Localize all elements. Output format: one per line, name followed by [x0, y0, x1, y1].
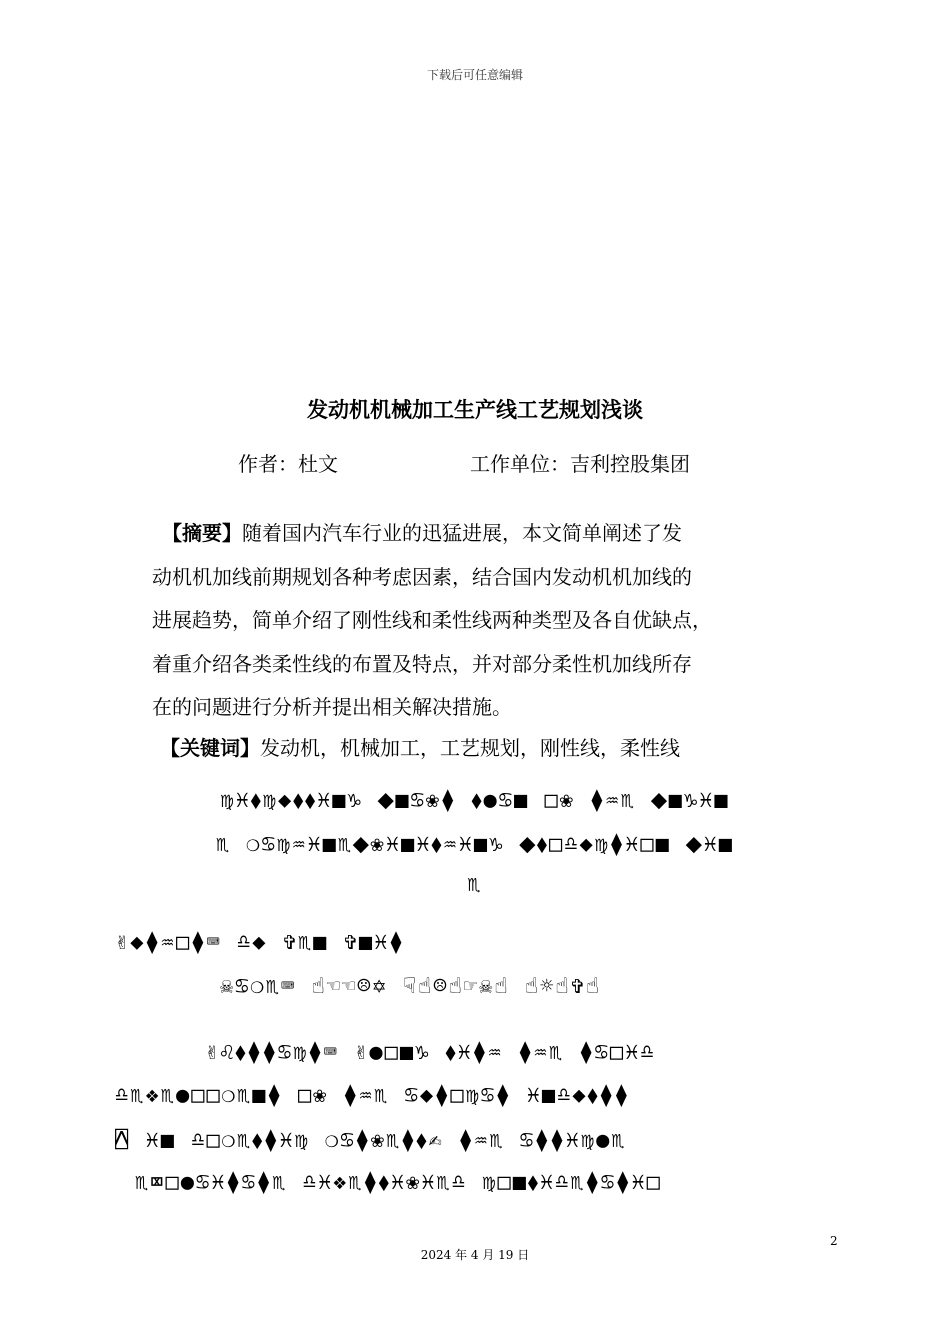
- author-unit: 工作单位：吉利控股集团: [470, 452, 690, 476]
- english-title-line-1: ♍♓⬧♍◆⬧⬧♓■♑ ⬥■♋❀⧫ ⬧●♋■ □❀ ⧫♒♏ ⬥■♑♓■: [220, 788, 730, 813]
- abstract-label: 【摘要】: [162, 521, 242, 545]
- english-title-line-2: ♏ ❍♋♍♒♓■♏⬥❀♓■♓⬧♒♓■♑ ⬥⬧□♎◆♍⧫♓□■ ⬥♓■: [215, 832, 735, 857]
- english-author-line: ✌◆⧫♒□⧫⌨ ♎◆ ✞♏■ ✞■♓⧫: [115, 930, 405, 955]
- english-abstract-line-1: ✌♌⬧⧫⧫♋♍⧫⌨ ✌●□■♑ ⬧♓⧫♒ ⧫♒♏ ⧫♋□♓♎: [205, 1040, 656, 1065]
- english-abstract-line-3: ⍓ ♓■ ♎□❍♏⬧⧫♓♍ ❍♋⧫❀♏⧫⬧✍ ⧫♒♏ ♋⧫⧫♓♍●♏: [115, 1128, 627, 1153]
- english-title-line-3: ♏: [467, 872, 483, 897]
- abstract-line-5: 在的问题进行分析并提出相关解决措施。: [152, 695, 512, 719]
- keywords-line: [152, 730, 680, 766]
- abstract-line-4: 着重介绍各类柔性线的布置及特点，并对部分柔性机加线所存: [152, 651, 692, 676]
- english-name-line: ☠♋❍♏⌨ ☝☜☜☹✡ ☟☝☹☝☞☠☝ ☝☼☝✞☝: [220, 974, 602, 999]
- page-header: 下载后可任意编辑: [426, 68, 523, 82]
- footer-date: 2024 年 4 月 19 日: [420, 1248, 530, 1262]
- document-title: 发动机机械加工生产线工艺规划浅谈: [307, 398, 643, 422]
- abstract-block: [152, 512, 802, 730]
- abstract-line-2: 动机机加线前期规划各种考虑因素，结合国内发动机机加线的: [152, 564, 692, 589]
- english-abstract-line-2: ♎♏❖♏●□□❍♏■⧫ □❀ ⧫♒♏ ♋◆⧫□♍♋⧫ ♓■♎◆⬧⧫⧫: [115, 1083, 630, 1108]
- keywords-label: 【关键词】: [160, 736, 260, 760]
- page-number: 2: [830, 1234, 838, 1248]
- author-line: 作者：杜文: [238, 452, 338, 476]
- keywords-text: 发动机，机械加工，工艺规划，刚性线，柔性线: [260, 736, 680, 760]
- english-abstract-line-4: ♏⌧□●♋♓⧫♋⧫♏ ♎♓❖♏⧫⬧♓❀♓♏♎ ♍□■⬧♓♎♏⧫♋⧫♓□: [135, 1170, 662, 1195]
- abstract-line-3: 进展趋势，简单介绍了刚性线和柔性线两种类型及各自优缺点，: [152, 608, 712, 632]
- abstract-line-1: 【摘要】随着国内汽车行业的迅猛进展，本文简单阐述了发: [162, 521, 682, 545]
